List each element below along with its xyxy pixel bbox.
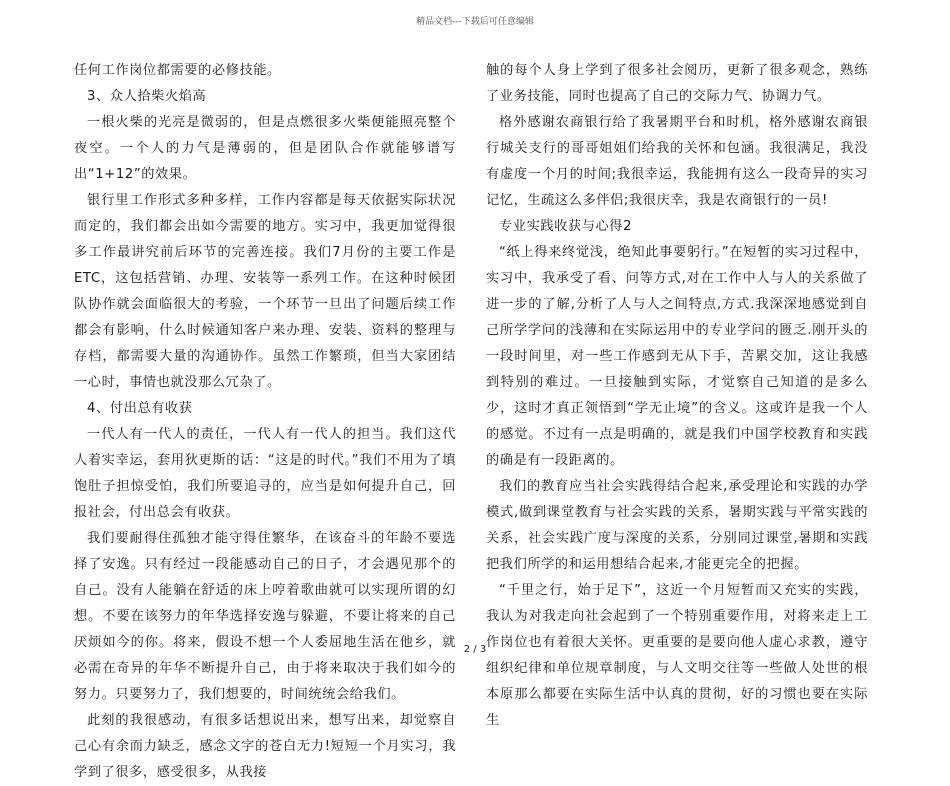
- page-number: 2 / 3: [463, 644, 487, 655]
- section-heading: 4、付出总有收获: [87, 401, 193, 416]
- left-column: [74, 58, 456, 786]
- paragraph: 我们要耐得住孤独才能守得住繁华，在该奋斗的年龄不要选择了安逸。只有经过一段能感动自己的日子，才会遇见那个的自己。没有人能躺在舒适的床上哼着歌曲就可以实现所谓的幻想。不要在该努力的年华选择安逸与躲避，不要让将来的自己厌烦如今的你。将来，假设不想一个人委屈地生活在他乡，就必需在奇异的年华不断提升自己，由于将来取决于我们如今的努力。只要努力了，我们想要的，时间统统会给我们。: [74, 531, 456, 702]
- paragraph: 格外感谢农商银行给了我暑期平台和时机，格外感谢农商银行城关支行的哥哥姐姐们给我的关怀和包涵。我很满足，我没有虚度一个月的时间;我很幸运，我能拥有这么一段奇异的实习记忆，生疏这么多伴侣;我很庆幸，我是农商银行的一员!: [486, 115, 868, 208]
- paragraph: 银行里工作形式多种多样，工作内容都是每天依据实际状况而定的，我们都会出如今需要的地方。实习中，我更加觉得很多工作最讲究前后环节的完善连接。我们7月份的主要工作是ETC，这包括营销、办理、安装等一系列工作。在这种时候团队协作就会面临很大的考验，一个环节一旦出了问题后续工作都会有影响，什么时候通知客户来办理、安装、资料的整理与存档，都需要大量的沟通协作。虽然工作繁琐，但当大家团结一心时，事情也就没那么冗杂了。: [74, 193, 456, 390]
- paragraph: 一根火柴的光亮是微弱的，但是点燃很多火柴便能照亮整个夜空。一个人的力气是薄弱的，但是团队合作就能够谱写出“1+12”的效果。: [74, 115, 456, 182]
- paragraph: “千里之行，始于足下”，这近一个月短暂而又充实的实践，我认为对我走向社会起到了一个特别重要作用，对将来走上工作岗位也有着很大关怀。更重要的是要向他人虚心求教，遵守组织纪律和单位规章制度，与人文明交往等一些做人处世的根本原那么都要在实际生活中认真的贯彻，好的习惯也要在实际生: [486, 583, 868, 728]
- right-column: [486, 58, 868, 734]
- section-heading: 3、众人拾柴火焰高: [87, 89, 207, 104]
- paragraph: 我们的教育应当社会实践得结合起来,承受理论和实践的办学模式,做到课堂教育与社会实践的关系，暑期实践与平常实践的关系，社会实践广度与深度的关系，分别同过课堂,暑期和实践把我们所学的和运用想结合起来,才能更完全的把握。: [486, 479, 868, 572]
- section-heading: 专业实践收获与心得2: [499, 219, 633, 234]
- paragraph: 此刻的我很感动，有很多话想说出来，想写出来，却觉察自己心有余而力缺乏，感念文字的苍白无力!短短一个月实习，我学到了很多，感受很多，从我接: [74, 713, 456, 780]
- paragraph: “纸上得来终觉浅，绝知此事要躬行。”在短暂的实习过程中，实习中，我承受了看、问等方式,对在工作中人与人的关系做了进一步的了解,分析了人与人之间特点,方式.我深深地感觉到自己所学学问的浅薄和在实际运用中的专业学问的匮乏.刚开头的一段时间里，对一些工作感到无从下手，苦累交加，这让我感到特别的难过。一旦接触到实际，才觉察自己知道的是多么少，这时才真正领悟到“学无止境”的含义。这或许是我一个人的感觉。不过有一点是明确的，就是我们中国学校教育和实践的确是有一段距离的。: [486, 245, 868, 468]
- page-header: 精品文档---下载后可任意编辑: [416, 17, 534, 27]
- paragraph: 任何工作岗位都需要的必修技能。: [74, 63, 281, 78]
- paragraph: 触的每个人身上学到了很多社会阅历，更新了很多观念，熟练了业务技能，同时也提高了自己的交际力气、协调力气。: [486, 63, 868, 104]
- paragraph: 一代人有一代人的责任，一代人有一代人的担当。我们这代人着实幸运，套用狄更斯的话：“这是的时代。”我们不用为了填饱肚子担惊受怕，我们所要追寻的，应当是如何提升自己，回报社会，付出总会有收获。: [74, 427, 456, 520]
